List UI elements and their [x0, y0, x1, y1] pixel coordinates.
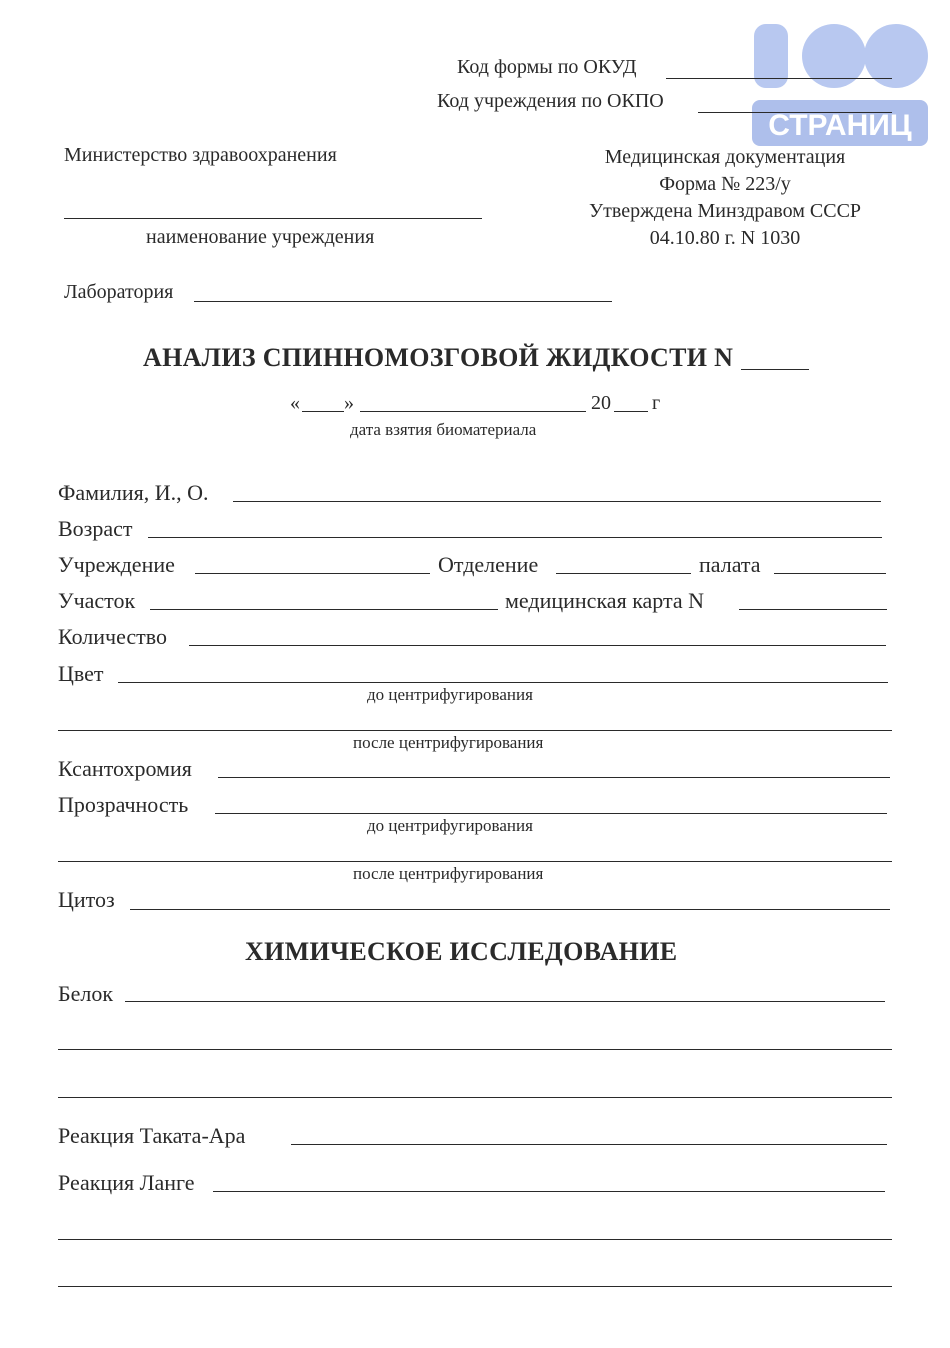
form-number: Форма № 223/у: [659, 173, 791, 195]
lange-line-3[interactable]: [58, 1286, 892, 1287]
logo-word: СТРАНИЦ: [768, 109, 912, 142]
date-month-field[interactable]: [360, 411, 586, 412]
xanthochromia-field[interactable]: [218, 777, 890, 778]
quantity-label: Количество: [58, 624, 168, 649]
transparency-label: Прозрачность: [58, 792, 189, 817]
laboratory-field[interactable]: [194, 301, 612, 302]
institution-name-field[interactable]: [64, 218, 482, 219]
chemistry-title: ХИМИЧЕСКОЕ ИССЛЕДОВАНИЕ: [245, 937, 678, 966]
transparency-before-field[interactable]: [215, 813, 887, 814]
xanthochromia-label: Ксантохромия: [58, 756, 192, 781]
age-field[interactable]: [148, 537, 882, 538]
fio-label: Фамилия, И., О.: [58, 480, 209, 505]
date-year-suffix: г: [652, 392, 661, 414]
med-card-field[interactable]: [739, 609, 887, 610]
analysis-number-field[interactable]: [741, 369, 809, 370]
transparency-after-caption: после центрифугирования: [353, 864, 544, 883]
department-field[interactable]: [556, 573, 691, 574]
date-caption: дата взятия биоматериала: [350, 420, 537, 439]
okud-label: Код формы по ОКУД: [457, 56, 637, 78]
fio-field[interactable]: [233, 501, 881, 502]
approved-by: Утверждена Минздравом СССР: [588, 200, 862, 222]
district-field[interactable]: [150, 609, 498, 610]
color-before-caption: до центрифугирования: [367, 685, 533, 704]
date-open-quote: «: [290, 392, 300, 414]
date-close-quote: »: [344, 392, 354, 414]
cytosis-label: Цитоз: [58, 887, 115, 912]
transparency-after-field[interactable]: [58, 861, 892, 862]
approved-date: 04.10.80 г. N 1030: [649, 227, 801, 249]
med-card-label: медицинская карта N: [505, 588, 705, 613]
date-year-field[interactable]: [614, 411, 648, 412]
institution-label: Учреждение: [58, 552, 175, 577]
cytosis-field[interactable]: [130, 909, 890, 910]
department-label: Отделение: [438, 552, 539, 577]
med-doc: Медицинская документация: [604, 146, 846, 168]
color-after-field[interactable]: [58, 730, 892, 731]
district-label: Участок: [58, 588, 136, 613]
lange-field[interactable]: [213, 1191, 885, 1192]
laboratory-label: Лаборатория: [64, 281, 174, 303]
color-before-field[interactable]: [118, 682, 888, 683]
date-year-prefix: 20: [591, 392, 611, 414]
okpo-label: Код учреждения по ОКПО: [437, 90, 664, 112]
lange-line-2[interactable]: [58, 1239, 892, 1240]
form-approval-block: [560, 144, 890, 252]
age-label: Возраст: [58, 516, 133, 541]
protein-line-3[interactable]: [58, 1097, 892, 1098]
protein-field[interactable]: [125, 1001, 885, 1002]
lange-label: Реакция Ланге: [58, 1170, 195, 1195]
date-day-field[interactable]: [302, 411, 344, 412]
protein-line-2[interactable]: [58, 1049, 892, 1050]
takata-ara-field[interactable]: [291, 1144, 887, 1145]
takata-ara-label: Реакция Таката-Ара: [58, 1123, 246, 1148]
ward-field[interactable]: [774, 573, 886, 574]
publisher-logo: [752, 22, 930, 146]
protein-label: Белок: [58, 981, 114, 1006]
institution-field[interactable]: [195, 573, 430, 574]
quantity-field[interactable]: [189, 645, 886, 646]
transparency-before-caption: до центрифугирования: [367, 816, 533, 835]
ward-label: палата: [699, 552, 761, 577]
page-title: АНАЛИЗ СПИННОМОЗГОВОЙ ЖИДКОСТИ N: [143, 343, 734, 372]
okud-field[interactable]: [666, 78, 892, 79]
institution-caption: наименование учреждения: [146, 226, 375, 248]
okpo-field[interactable]: [698, 112, 892, 113]
ministry: Министерство здравоохранения: [64, 144, 337, 166]
color-label: Цвет: [58, 661, 104, 686]
color-after-caption: после центрифугирования: [353, 733, 544, 752]
